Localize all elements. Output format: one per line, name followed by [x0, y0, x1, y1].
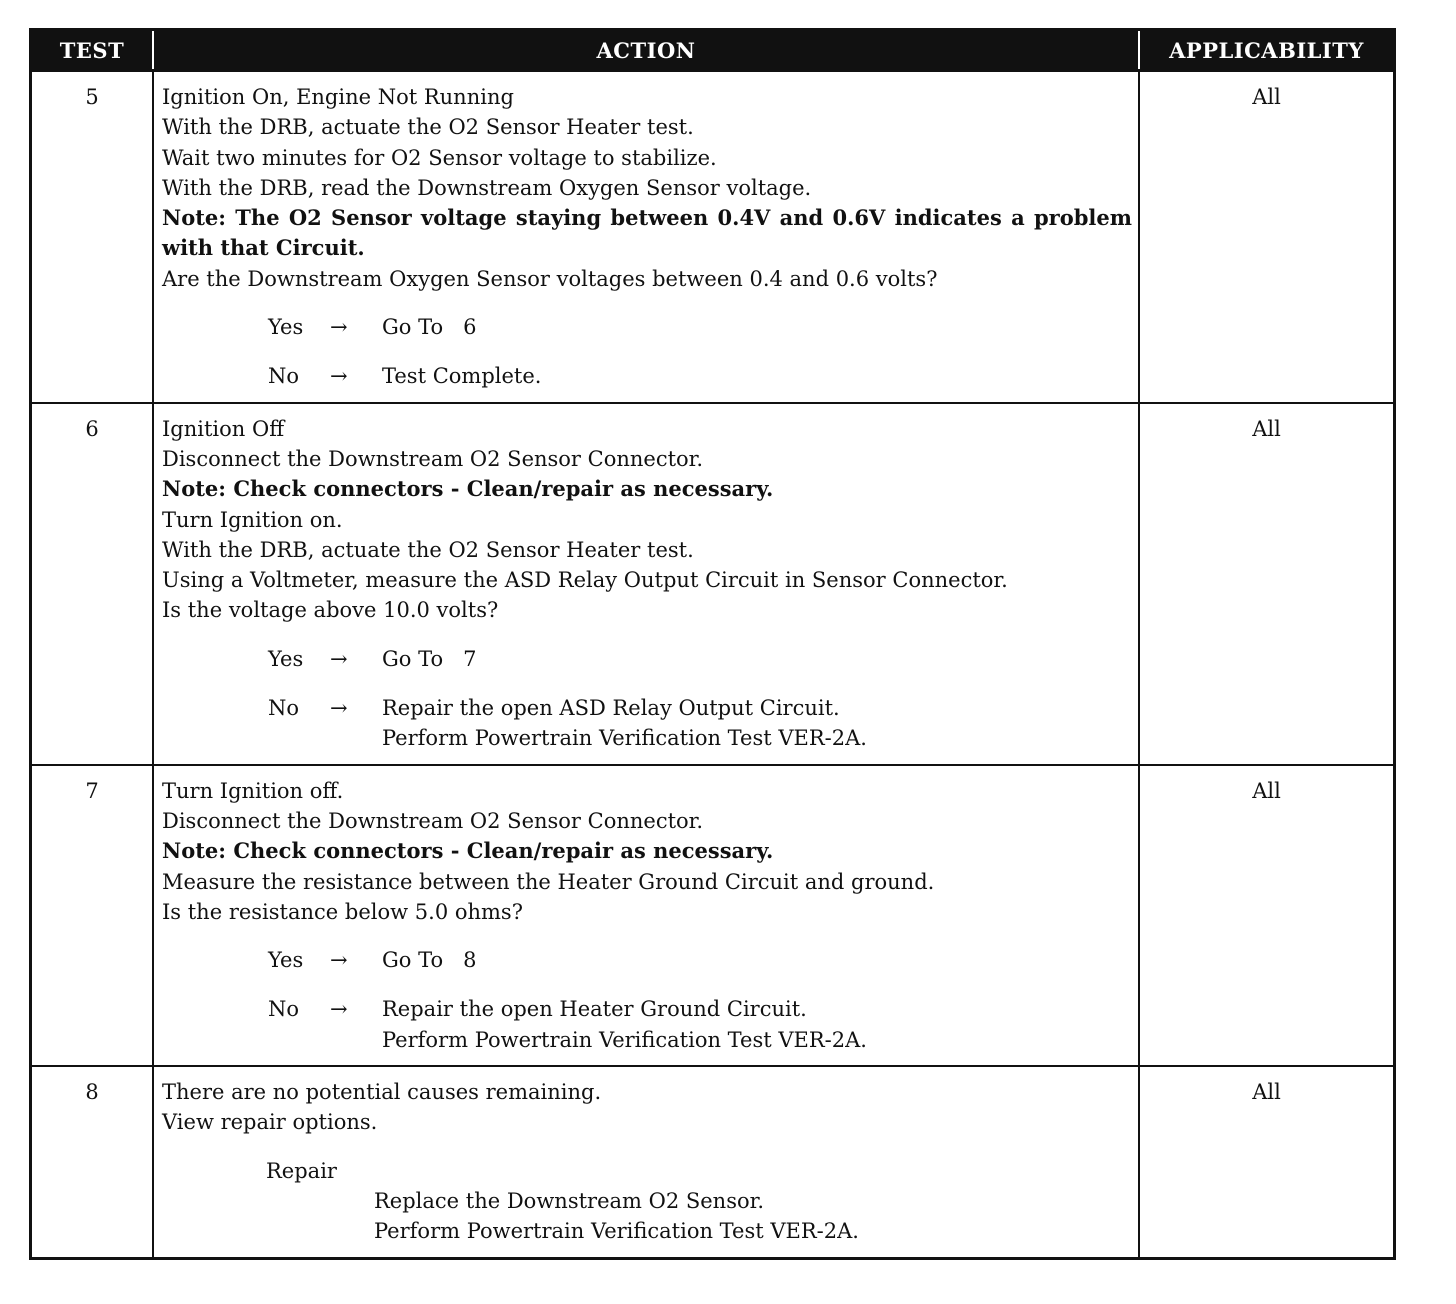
- applicability-cell: All: [1139, 1066, 1393, 1256]
- instruction-line: There are no potential causes remaining.: [162, 1080, 602, 1105]
- arrow-icon: →: [330, 364, 348, 389]
- instruction-line: Is the resistance below 5.0 ohms?: [162, 899, 523, 924]
- answer-result-line: Test Complete.: [382, 364, 542, 389]
- answer-result-line: Perform Powertrain Verification Test VER-2A.: [382, 1027, 867, 1052]
- answer-yes: [162, 644, 1132, 674]
- action-cell: [153, 765, 1139, 1066]
- answer-options: [162, 945, 1132, 1055]
- applicability-cell: All: [1139, 765, 1393, 1066]
- instruction-line: With the DRB, actuate the O2 Sensor Heater test.: [162, 537, 694, 562]
- repair-item: Perform Powertrain Verification Test VER-2A.: [374, 1219, 859, 1244]
- instruction-line: Disconnect the Downstream O2 Sensor Connector.: [162, 808, 704, 833]
- arrow-icon: →: [330, 646, 348, 671]
- answer-no: [162, 693, 1132, 754]
- instruction-line: Ignition Off: [162, 416, 285, 441]
- diagnostic-table-frame: [29, 28, 1396, 1260]
- answer-label: No: [268, 696, 300, 721]
- instruction-line: With the DRB, read the Downstream Oxygen Sensor voltage.: [162, 175, 812, 200]
- instruction-line: Is the voltage above 10.0 volts?: [162, 598, 499, 623]
- answer-yes: [162, 945, 1132, 975]
- repair-label: Repair: [266, 1158, 337, 1183]
- test-number-cell: 5: [32, 71, 153, 403]
- applicability-cell: All: [1139, 403, 1393, 765]
- arrow-icon: →: [330, 315, 348, 340]
- answer-label: Yes: [268, 646, 304, 671]
- table-row: [32, 403, 1393, 765]
- answer-yes: [162, 312, 1132, 342]
- instruction-line: With the DRB, actuate the O2 Sensor Heater test.: [162, 115, 694, 140]
- answer-result: [382, 644, 1132, 674]
- column-header-applicability: APPLICABILITY: [1139, 31, 1393, 71]
- table-row: [32, 1066, 1393, 1256]
- answer-label: No: [268, 364, 300, 389]
- header-row: [32, 31, 1393, 71]
- answer-options: [162, 312, 1132, 392]
- arrow-icon: →: [330, 997, 348, 1022]
- action-cell: [153, 1066, 1139, 1256]
- answer-result-line: Go To 6: [382, 315, 477, 340]
- answer-result-line: Go To 7: [382, 646, 477, 671]
- action-cell: [153, 403, 1139, 765]
- instruction-line: View repair options.: [162, 1110, 378, 1135]
- table-header: [32, 31, 1393, 71]
- repair-item: Replace the Downstream O2 Sensor.: [374, 1188, 765, 1213]
- instruction-line: Measure the resistance between the Heater Ground Circuit and ground.: [162, 869, 935, 894]
- note-text: Note: The O2 Sensor voltage staying between 0.4V and 0.6V indicates a problem with that Circuit.: [162, 205, 1132, 261]
- answer-result-line: Perform Powertrain Verification Test VER-2A.: [382, 726, 867, 751]
- column-header-action: ACTION: [153, 31, 1139, 71]
- answer-result: [382, 361, 1132, 391]
- answer-result: [382, 312, 1132, 342]
- answer-result-line: Repair the open Heater Ground Circuit.: [382, 997, 807, 1022]
- instruction-line: Using a Voltmeter, measure the ASD Relay Output Circuit in Sensor Connector.: [162, 568, 1008, 593]
- table-body: [32, 71, 1393, 1257]
- instruction-line: Are the Downstream Oxygen Sensor voltages between 0.4 and 0.6 volts?: [162, 266, 938, 291]
- answer-no: [162, 361, 1132, 391]
- instruction-line: Turn Ignition off.: [162, 778, 344, 803]
- arrow-icon: →: [330, 948, 348, 973]
- note-text: Note: Check connectors - Clean/repair as necessary.: [162, 838, 774, 864]
- table-row: [32, 765, 1393, 1066]
- answer-result: [382, 994, 1132, 1055]
- answer-label: Yes: [268, 948, 304, 973]
- answer-result-line: Repair the open ASD Relay Output Circuit.: [382, 696, 840, 721]
- answer-label: Yes: [268, 315, 304, 340]
- answer-no: [162, 994, 1132, 1055]
- answer-label: No: [268, 997, 300, 1022]
- test-number-cell: 8: [32, 1066, 153, 1256]
- column-header-test: TEST: [32, 31, 153, 71]
- answer-result-line: Go To 8: [382, 948, 477, 973]
- instruction-line: Wait two minutes for O2 Sensor voltage to stabilize.: [162, 145, 717, 170]
- answer-result: [382, 693, 1132, 754]
- table-row: [32, 71, 1393, 403]
- instruction-line: Turn Ignition on.: [162, 507, 343, 532]
- arrow-icon: →: [330, 696, 348, 721]
- answer-options: [162, 644, 1132, 754]
- test-number-cell: 7: [32, 765, 153, 1066]
- diagnostic-test-table: [32, 31, 1393, 1257]
- applicability-cell: All: [1139, 71, 1393, 403]
- instruction-line: Ignition On, Engine Not Running: [162, 85, 514, 109]
- instruction-line: Disconnect the Downstream O2 Sensor Connector.: [162, 446, 704, 471]
- test-number-cell: 6: [32, 403, 153, 765]
- action-cell: [153, 71, 1139, 403]
- note-text: Note: Check connectors - Clean/repair as necessary.: [162, 476, 774, 502]
- answer-result: [382, 945, 1132, 975]
